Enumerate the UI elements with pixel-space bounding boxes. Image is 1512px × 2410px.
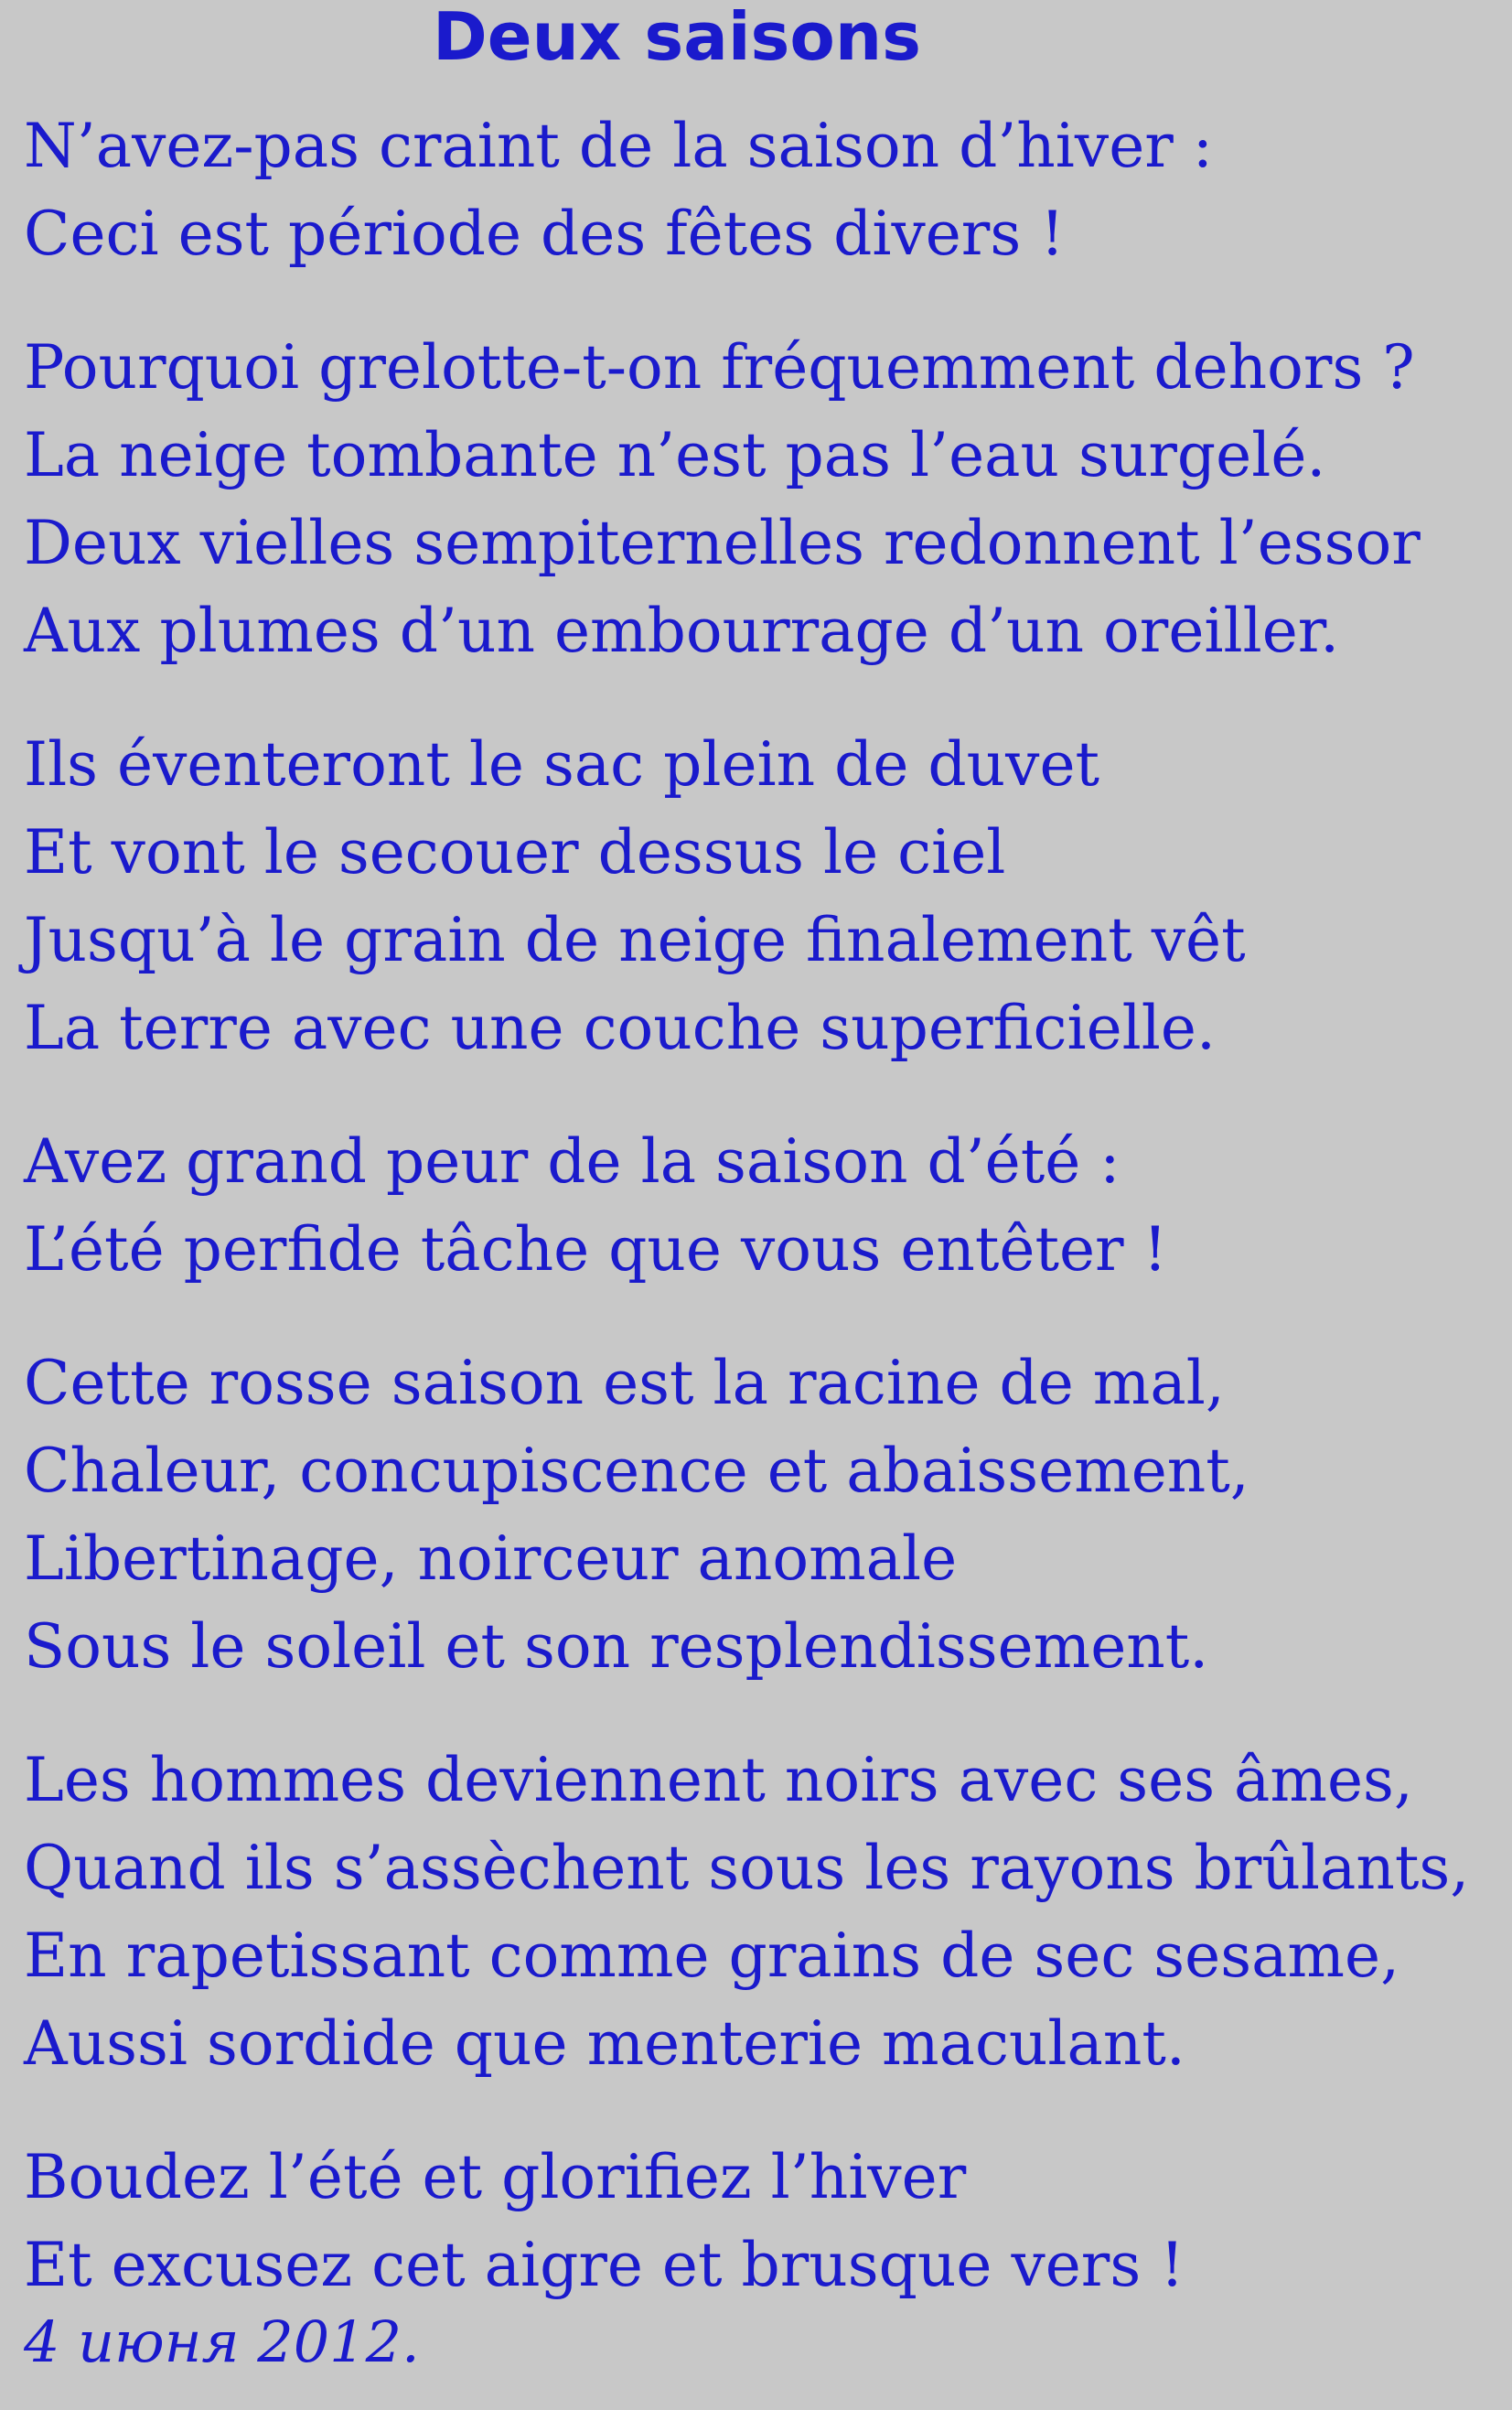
poem-line: Quand ils s’assèchent sous les rayons brûlants, [24,1833,1470,1903]
stanza-1 [24,102,1506,278]
stanza-4 [24,1118,1506,1294]
poem-line: Aussi sordide que menterie maculant. [24,2008,1185,2079]
poem-line: Deux vielles sempiternelles redonnent l’essor [24,508,1421,578]
stanza-3 [24,721,1506,1072]
poem-line: L’été perfide tâche que vous entêter ! [24,1214,1168,1285]
poem-line: Aux plumes d’un embourrage d’un oreiller. [24,596,1340,666]
poem-line: La terre avec une couche superficielle. [24,993,1216,1063]
stanza-6 [24,1737,1506,2088]
poem-line: Et vont le secouer dessus le ciel [24,817,1006,888]
poem-line: Ceci est période des fêtes divers ! [24,199,1065,269]
poem-line: Jusqu’à le grain de neige finalement vêt [24,905,1246,975]
poem-line: Chaleur, concupiscence et abaissement, [24,1436,1249,1506]
stanza-7 [24,2134,1506,2309]
poem-line: N’avez-pas craint de la saison d’hiver : [24,111,1214,181]
poem-line: Les hommes deviennent noirs avec ses âmes, [24,1745,1413,1815]
stanza-5 [24,1339,1506,1691]
poem-line: Avez grand peur de la saison d’été : [24,1126,1121,1197]
poem-line: Ils éventeront le sac plein de duvet [24,729,1100,800]
poem-body [24,102,1506,2355]
poem-line: Pourquoi grelotte-t-on fréquemment dehors ? [24,332,1415,403]
poem-line: Boudez l’été et glorifiez l’hiver [24,2142,967,2212]
stanza-2 [24,324,1506,675]
poem-title: Deux saisons [433,0,921,75]
poem-line: Sous le soleil et son resplendissement. [24,1611,1209,1682]
poem-line: La neige tombante n’est pas l’eau surgelé. [24,420,1326,490]
poem-line: Libertinage, noirceur anomale [24,1523,958,1594]
poem-line: Et excusez cet aigre et brusque vers ! [24,2230,1185,2300]
poem-line: En rapetissant comme grains de sec sesame, [24,1920,1400,1991]
poem-line: Cette rosse saison est la racine de mal, [24,1348,1225,1418]
poem-date: 4 июня 2012. [24,2308,420,2375]
